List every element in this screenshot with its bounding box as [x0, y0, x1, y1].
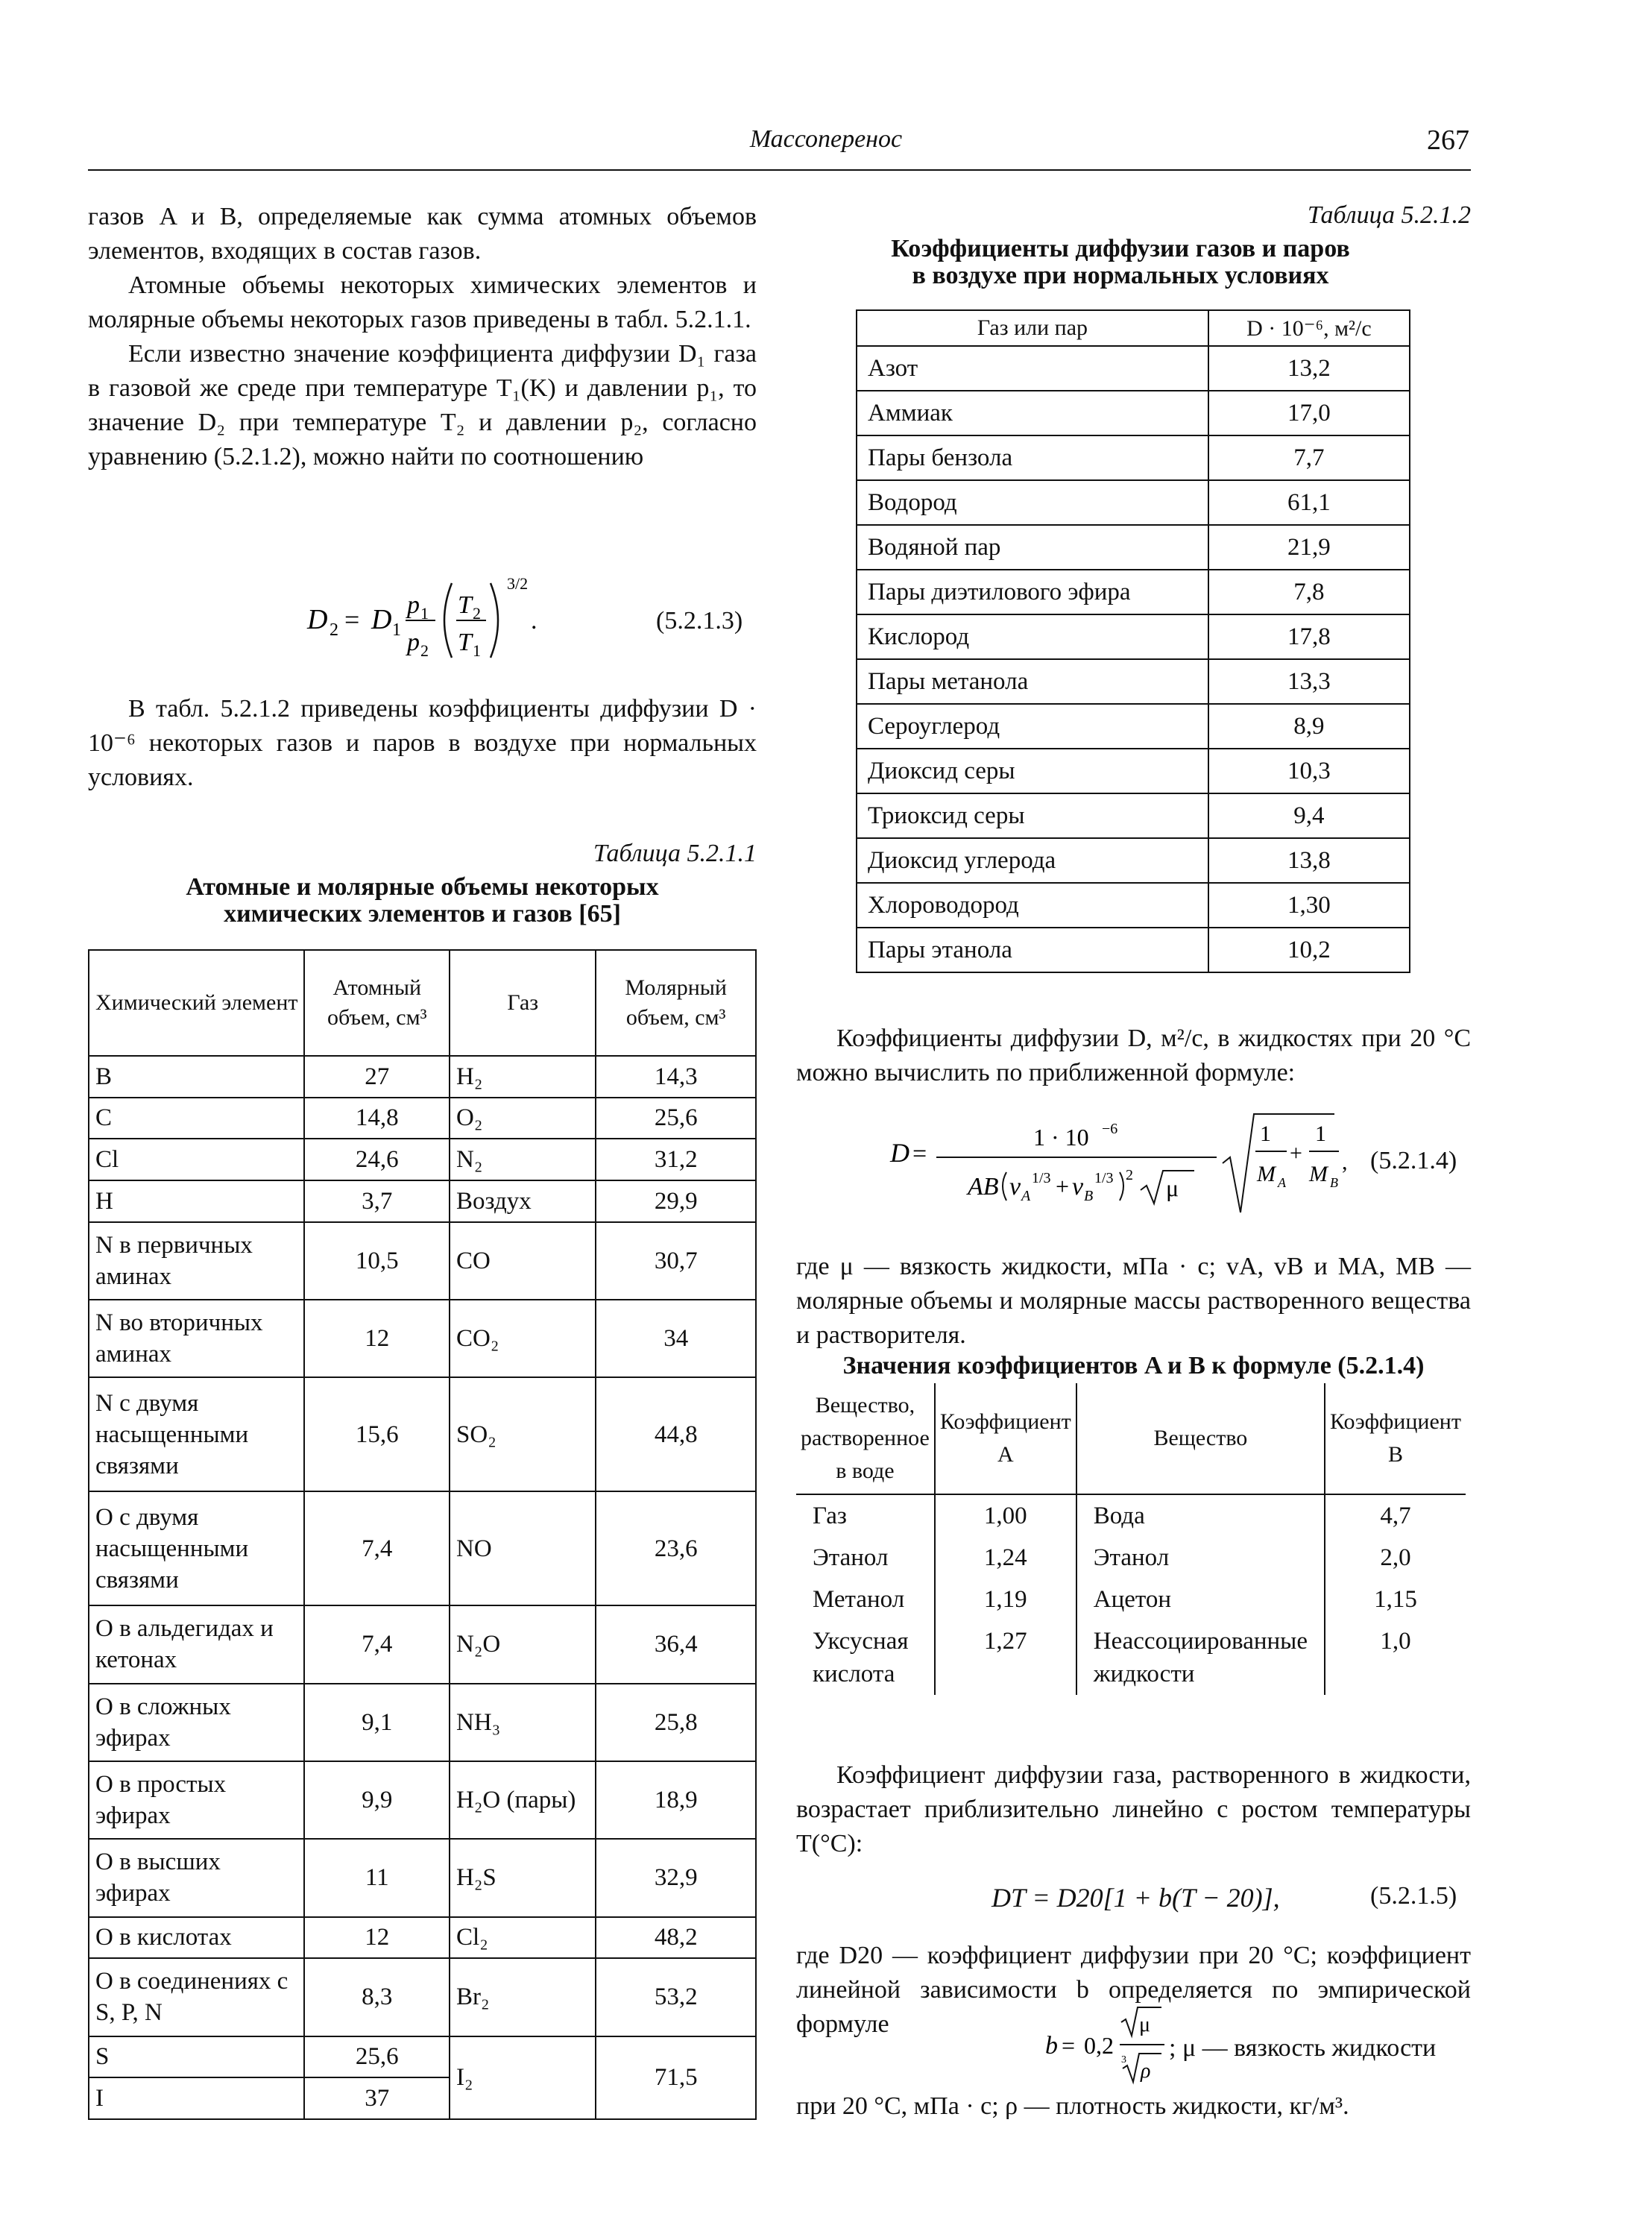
table-cell: 1,27 — [935, 1620, 1076, 1695]
table-cell: 13,2 — [1208, 346, 1410, 391]
table-cell: Этанол — [1076, 1537, 1325, 1579]
table-cell: 11 — [304, 1839, 450, 1916]
right-text-block-5 — [796, 2089, 1471, 2124]
table-cell: 25,6 — [596, 1098, 756, 1139]
table-row — [89, 1056, 756, 1098]
table-cell: Аммиак — [857, 391, 1208, 435]
table-cell: O в простых эфирах — [89, 1761, 304, 1839]
table-cell: 36,4 — [596, 1605, 756, 1683]
table-cell: 32,9 — [596, 1839, 756, 1916]
svg-text:1: 1 — [1315, 1121, 1326, 1146]
table-cell: 1,24 — [935, 1537, 1076, 1579]
right-paragraph-4-after: ; μ — вязкость жидкости — [1169, 2034, 1437, 2062]
table-cell: 37 — [304, 2077, 450, 2119]
right-paragraph-1: Коэффициенты диффузии D, м²/с, в жидкостях при 20 °C можно вычислить по приближенной формуле: — [796, 1025, 1471, 1086]
table-cell: H₂S — [450, 1839, 596, 1916]
table-cell: C — [89, 1098, 304, 1139]
svg-text:v: v — [1072, 1173, 1084, 1201]
right-paragraph-3: Коэффициент диффузии газа, растворенного в жидкости, возрастает приблизительно линейно с ростом температуры T(°C): — [796, 1761, 1471, 1857]
table2-header-row — [857, 310, 1410, 346]
table-row — [89, 1098, 756, 1139]
table-cell: CO₂ — [450, 1300, 596, 1377]
table-row — [857, 525, 1410, 570]
left-paragraph-2: Атомные объемы некоторых химических элементов и молярные объемы некоторых газов приведены в табл. 5.2.1.1. — [88, 271, 757, 333]
table-row — [857, 883, 1410, 928]
table-row — [857, 570, 1410, 614]
table-cell: N₂O — [450, 1605, 596, 1683]
table-cell: Диоксид серы — [857, 749, 1208, 793]
table-row — [89, 2036, 756, 2078]
table-row — [857, 838, 1410, 883]
table-cell: 17,0 — [1208, 391, 1410, 435]
table-cell: 21,9 — [1208, 525, 1410, 570]
table-cell: 10,3 — [1208, 749, 1410, 793]
table-cell: 3,7 — [304, 1180, 450, 1222]
table-row — [857, 749, 1410, 793]
table-cell: Cl₂ — [450, 1917, 596, 1959]
table-atomic-molar-volumes — [88, 949, 757, 2120]
table3-header-row — [796, 1383, 1466, 1494]
table-cell: B — [89, 1056, 304, 1098]
table-diffusion-in-air — [856, 309, 1410, 973]
right-text-block-2 — [796, 1250, 1471, 1353]
table-cell: O в высших эфирах — [89, 1839, 304, 1916]
right-paragraph-5: при 20 °C, мПа · с; ρ — плотность жидкости, кг/м³. — [796, 2092, 1349, 2120]
svg-text:1 · 10: 1 · 10 — [1033, 1124, 1089, 1151]
table-cell: Метанол — [813, 1586, 905, 1613]
table-cell: 53,2 — [596, 1958, 756, 2036]
table-cell: S — [89, 2036, 304, 2078]
table2-title-line-2: в воздухе при нормальных условиях — [912, 262, 1329, 289]
table3-header-cell: Коэффициент A — [935, 1383, 1076, 1494]
table-row — [89, 1605, 756, 1683]
table-cell: Пары этанола — [857, 928, 1208, 972]
table-row — [796, 1494, 1466, 1537]
table-row — [89, 1761, 756, 1839]
table1-header-cell: Молярный объем, см³ — [596, 950, 756, 1056]
table-cell: 25,8 — [596, 1684, 756, 1761]
table2-title-line-1: Коэффициенты диффузии газов и паров — [891, 235, 1350, 262]
page-number: 267 — [1427, 125, 1469, 156]
table-cell: 1,00 — [935, 1494, 1076, 1537]
equation-number-5-2-1-5: (5.2.1.5) — [1370, 1882, 1457, 1910]
table-cell: 14,3 — [596, 1056, 756, 1098]
table3-header-cell: Вещество, растворенное в воде — [796, 1383, 935, 1494]
table-cell: 34 — [596, 1300, 756, 1377]
table-cell: N во вторичных аминах — [89, 1300, 304, 1377]
svg-text:μ: μ — [1166, 1174, 1179, 1201]
table-cell: H₂O (пары) — [450, 1761, 596, 1839]
table-row — [857, 391, 1410, 435]
svg-text:T: T — [458, 591, 472, 619]
table-row — [857, 480, 1410, 525]
table1-label: Таблица 5.2.1.1 — [593, 840, 757, 867]
table-cell: Cl — [89, 1139, 304, 1180]
table-cell: O с двумя насыщенными связями — [89, 1491, 304, 1605]
svg-text:D: D — [371, 604, 392, 635]
table-cell: 13,8 — [1208, 838, 1410, 883]
svg-text:AB: AB — [968, 1173, 999, 1201]
table-cell: 8,9 — [1208, 704, 1410, 749]
table-cell: 17,8 — [1208, 614, 1410, 659]
svg-text:D: D — [890, 1138, 909, 1168]
table-cell: 24,6 — [304, 1139, 450, 1180]
table-row — [89, 1139, 756, 1180]
table-cell: 48,2 — [596, 1917, 756, 1959]
table-cell: 31,2 — [596, 1139, 756, 1180]
table2-title — [796, 236, 1445, 289]
svg-text:=: = — [344, 605, 360, 635]
svg-text:1/3: 1/3 — [1094, 1170, 1114, 1186]
table-cell: Вода — [1076, 1494, 1325, 1537]
table-row — [89, 1300, 756, 1377]
svg-text:2: 2 — [1126, 1167, 1133, 1183]
table2-header-cell: D · 10⁻⁶, м²/с — [1208, 310, 1410, 346]
table-cell: Неассоциированные жидкости — [1076, 1620, 1325, 1695]
table-row — [89, 1222, 756, 1300]
svg-text:1: 1 — [420, 604, 429, 623]
table2-label: Таблица 5.2.1.2 — [1307, 201, 1471, 229]
table1-header-cell: Газ — [450, 950, 596, 1056]
table-row — [89, 1684, 756, 1761]
equation-5-2-1-5: DT = D20[1 + b(T − 20)], — [991, 1883, 1280, 1913]
svg-text:+: + — [1056, 1173, 1070, 1200]
svg-text:p: p — [407, 629, 420, 656]
table-cell: 9,1 — [304, 1684, 450, 1761]
table-cell: 1,15 — [1325, 1579, 1466, 1620]
table-row — [89, 1839, 756, 1916]
equation-number-5-2-1-4: (5.2.1.4) — [1370, 1147, 1457, 1174]
table-cell: 29,9 — [596, 1180, 756, 1222]
table-cell: Br₂ — [450, 1958, 596, 2036]
table-row — [857, 928, 1410, 972]
table-row — [89, 1917, 756, 1959]
svg-text:b: b — [1045, 2032, 1058, 2060]
table-cell: 8,3 — [304, 1958, 450, 2036]
table-cell: 44,8 — [596, 1377, 756, 1491]
left-text-block — [88, 200, 757, 474]
table-cell: 7,4 — [304, 1491, 450, 1605]
table-cell: Этанол — [813, 1544, 889, 1571]
table-cell: 7,8 — [1208, 570, 1410, 614]
svg-text:B: B — [1084, 1188, 1094, 1204]
table-cell: O в соединениях с S, P, N — [89, 1958, 304, 2036]
table3-header-cell: Вещество — [1076, 1383, 1325, 1494]
table-coefficients-a-b — [796, 1383, 1466, 1695]
svg-text:1: 1 — [392, 620, 401, 640]
table-row — [89, 1180, 756, 1222]
svg-text:=: = — [912, 1140, 927, 1168]
table-cell: 10,2 — [1208, 928, 1410, 972]
right-text-block-3 — [796, 1758, 1471, 1861]
left-text-block-2 — [88, 692, 757, 795]
table-cell: Пары бензола — [857, 435, 1208, 480]
header-rule — [88, 169, 1471, 171]
table-cell: O в кислотах — [89, 1917, 304, 1959]
table-cell: O в сложных эфирах — [89, 1684, 304, 1761]
table-cell: 13,3 — [1208, 659, 1410, 704]
svg-text:1: 1 — [473, 641, 481, 660]
table-cell: Ацетон — [1076, 1579, 1325, 1620]
svg-text:3/2: 3/2 — [507, 574, 529, 593]
svg-text:.: . — [531, 607, 537, 635]
table-cell: 14,8 — [304, 1098, 450, 1139]
table-row — [89, 1491, 756, 1605]
table-cell: 4,7 — [1325, 1494, 1466, 1537]
right-paragraph-4: где D20 — коэффициент диффузии при 20 °C; коэффициент линейной зависимости b определяется по эмпирической формуле — [796, 1942, 1471, 2038]
table1-header-row — [89, 950, 756, 1056]
table-cell: 30,7 — [596, 1222, 756, 1300]
table-cell: 12 — [304, 1300, 450, 1377]
table-cell: Сероуглерод — [857, 704, 1208, 749]
table1-title — [88, 874, 757, 928]
svg-text:−6: −6 — [1102, 1121, 1118, 1137]
table-row — [796, 1579, 1466, 1620]
left-paragraph-1: газов A и B, определяемые как сумма атомных объемов элементов, входящих в состав газов. — [88, 203, 757, 265]
table-cell: Воздух — [450, 1180, 596, 1222]
table-cell: H₂ — [450, 1056, 596, 1098]
table-cell: 1,30 — [1208, 883, 1410, 928]
table-row — [857, 793, 1410, 838]
table-row — [857, 435, 1410, 480]
table-cell: Кислород — [857, 614, 1208, 659]
svg-text:B: B — [1330, 1175, 1338, 1190]
table3-title: Значения коэффициентов A и B к формуле (5.2.1.4) — [842, 1352, 1425, 1379]
table-cell: 1,0 — [1325, 1620, 1466, 1695]
svg-text:D: D — [307, 604, 328, 635]
table-cell: NH₃ — [450, 1684, 596, 1761]
table-row — [796, 1620, 1466, 1695]
svg-text:v: v — [1009, 1173, 1021, 1201]
table1-header-cell: Химический элемент — [89, 950, 304, 1056]
svg-text:A: A — [1278, 1175, 1286, 1190]
table-cell: Пары диэтилового эфира — [857, 570, 1208, 614]
table-cell: Хлороводород — [857, 883, 1208, 928]
left-paragraph-3: Если известно значение коэффициента диффузии D₁ газа в газовой же среде при температуре T₁(K) и давлении p₁, то значение D₂ при температуре T₂ и давлении p₂, согласно уравнению (5.2.1.2), можно найти по соотношению — [88, 340, 757, 471]
table1-title-line-2: химических элементов и газов [65] — [224, 900, 621, 928]
table-row — [857, 704, 1410, 749]
table-cell: 12 — [304, 1917, 450, 1959]
table-cell: Водяной пар — [857, 525, 1208, 570]
svg-text:2: 2 — [473, 604, 481, 623]
svg-text:A: A — [1021, 1188, 1031, 1204]
table-cell: 71,5 — [596, 2036, 756, 2119]
left-paragraph-4: В табл. 5.2.1.2 приведены коэффициенты диффузии D · 10⁻⁶ некоторых газов и паров в воздухе при нормальных условиях. — [88, 695, 757, 791]
table-cell: 23,6 — [596, 1491, 756, 1605]
svg-text:=: = — [1062, 2032, 1076, 2059]
table-cell: 25,6 — [304, 2036, 450, 2078]
table-cell: 7,7 — [1208, 435, 1410, 480]
table-cell: 27 — [304, 1056, 450, 1098]
svg-text:ρ: ρ — [1141, 2060, 1151, 2083]
table-cell: I₂ — [450, 2036, 596, 2119]
table-cell: NO — [450, 1491, 596, 1605]
table-row — [796, 1537, 1466, 1579]
table-cell: N₂ — [450, 1139, 596, 1180]
table-cell: 2,0 — [1325, 1537, 1466, 1579]
equation-5-2-1-4 — [887, 1111, 1349, 1215]
table-cell: 9,4 — [1208, 793, 1410, 838]
table1-header-cell: Атомный объем, см³ — [304, 950, 450, 1056]
equation-b-formula — [1044, 2004, 1170, 2086]
table-cell: SO₂ — [450, 1377, 596, 1491]
table-cell: 10,5 — [304, 1222, 450, 1300]
table-cell: Азот — [857, 346, 1208, 391]
running-title: Массоперенос — [749, 125, 903, 153]
table1-title-line-1: Атомные и молярные объемы некоторых — [186, 873, 659, 901]
right-text-block-1 — [796, 1022, 1471, 1090]
table-row — [89, 1958, 756, 2036]
table-cell: Газ — [813, 1503, 847, 1529]
svg-text:3: 3 — [1121, 2054, 1126, 2065]
svg-text:p: p — [407, 591, 420, 619]
equation-number-5-2-1-3: (5.2.1.3) — [656, 607, 743, 635]
table-cell: O в альдегидах и кетонах — [89, 1605, 304, 1683]
svg-text:0,2: 0,2 — [1084, 2032, 1114, 2059]
table-cell: N с двумя насыщенными связями — [89, 1377, 304, 1491]
table-cell: N в первичных аминах — [89, 1222, 304, 1300]
svg-text:,: , — [1342, 1150, 1348, 1174]
table-cell: Водород — [857, 480, 1208, 525]
table-cell: 18,9 — [596, 1761, 756, 1839]
svg-text:1: 1 — [1260, 1121, 1271, 1146]
table-row — [857, 346, 1410, 391]
svg-text:T: T — [458, 629, 472, 656]
svg-text:M: M — [1257, 1162, 1276, 1186]
table-cell: O₂ — [450, 1098, 596, 1139]
table-row — [89, 1377, 756, 1491]
table-cell: H — [89, 1180, 304, 1222]
svg-text:2: 2 — [330, 620, 338, 640]
table-cell: 61,1 — [1208, 480, 1410, 525]
table-cell: 7,4 — [304, 1605, 450, 1683]
right-paragraph-2: где μ — вязкость жидкости, мПа · с; vA, vB и MA, MB — молярные объемы и молярные массы растворенного вещества и растворителя. — [796, 1253, 1471, 1349]
table-cell: 15,6 — [304, 1377, 450, 1491]
svg-text:μ: μ — [1139, 2013, 1151, 2036]
svg-text:2: 2 — [420, 641, 429, 660]
table-cell: CO — [450, 1222, 596, 1300]
table-cell: Уксусная кислота — [813, 1628, 909, 1687]
table-cell: 9,9 — [304, 1761, 450, 1839]
table-cell: Диоксид углерода — [857, 838, 1208, 883]
table-row — [857, 659, 1410, 704]
equation-5-2-1-3 — [298, 567, 544, 671]
svg-text:1/3: 1/3 — [1032, 1170, 1051, 1186]
table-cell: Пары метанола — [857, 659, 1208, 704]
table-row — [857, 614, 1410, 659]
table2-header-cell: Газ или пар — [857, 310, 1208, 346]
svg-text:+: + — [1290, 1141, 1302, 1165]
table-cell: Триоксид серы — [857, 793, 1208, 838]
table-cell: I — [89, 2077, 304, 2119]
table3-header-cell: Коэффициент B — [1325, 1383, 1466, 1494]
svg-text:M: M — [1309, 1162, 1328, 1186]
table-cell: 1,19 — [935, 1579, 1076, 1620]
